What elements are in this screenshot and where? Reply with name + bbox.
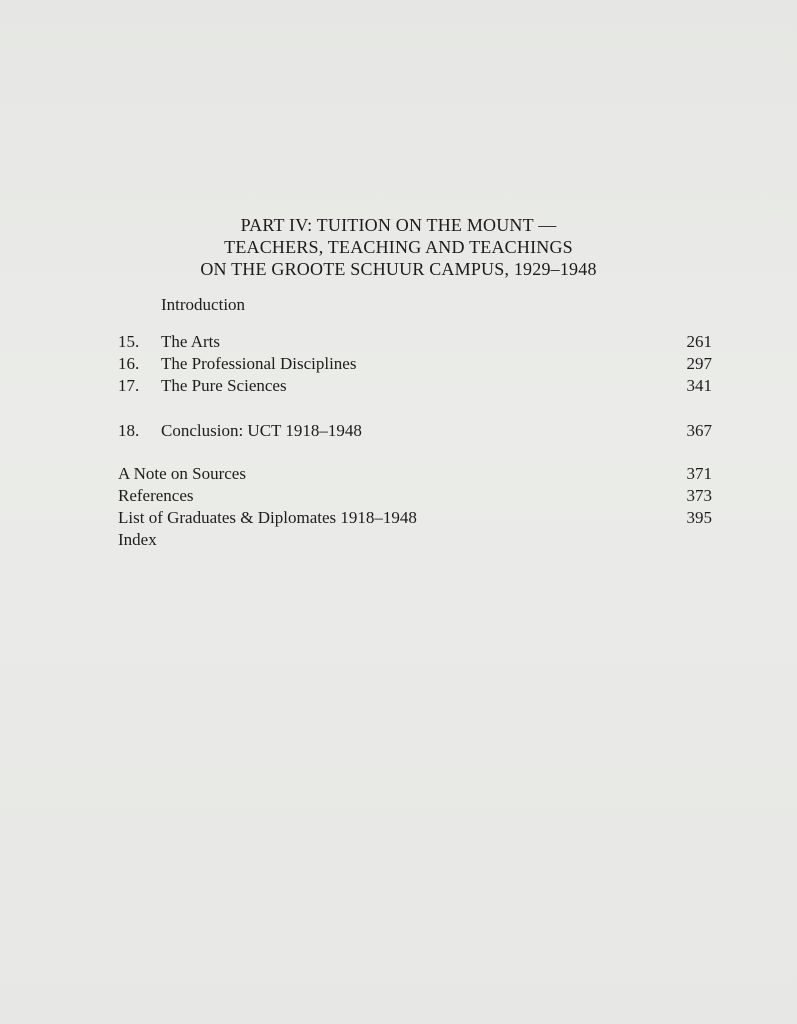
entry-title: Index bbox=[118, 530, 157, 549]
toc-entry-note-on-sources bbox=[118, 463, 712, 485]
chapter-number: 16. bbox=[118, 354, 140, 373]
toc-entry-chapter-16 bbox=[118, 353, 712, 375]
toc-introduction: Introduction bbox=[161, 295, 246, 314]
chapter-title: The Arts bbox=[161, 332, 221, 351]
part-heading-line-1: PART IV: TUITION ON THE MOUNT — bbox=[240, 215, 557, 235]
page-number: 373 bbox=[686, 486, 712, 505]
part-heading bbox=[0, 214, 797, 280]
chapter-number: 15. bbox=[118, 332, 140, 351]
page-number: 297 bbox=[686, 354, 712, 373]
chapter-title: The Professional Disciplines bbox=[161, 354, 357, 373]
entry-title: References bbox=[118, 486, 194, 505]
toc-entry-list-of-graduates bbox=[118, 507, 712, 529]
toc-entry-chapter-15 bbox=[118, 331, 712, 353]
toc-entry-chapter-17 bbox=[118, 375, 712, 397]
part-heading-line-3: ON THE GROOTE SCHUUR CAMPUS, 1929–1948 bbox=[200, 259, 597, 279]
page-number: 367 bbox=[686, 421, 712, 440]
page-number: 395 bbox=[686, 508, 712, 527]
entry-title: List of Graduates & Diplomates 1918–1948 bbox=[118, 508, 417, 527]
chapter-number: 18. bbox=[118, 421, 140, 440]
toc-entry-index bbox=[118, 529, 712, 551]
page-number: 341 bbox=[686, 376, 712, 395]
chapter-title: Conclusion: UCT 1918–1948 bbox=[161, 421, 362, 440]
toc-entry-chapter-18 bbox=[118, 420, 712, 442]
chapter-title: The Pure Sciences bbox=[161, 376, 287, 395]
entry-title: A Note on Sources bbox=[118, 464, 246, 483]
page-number: 261 bbox=[686, 332, 712, 351]
toc-entry-references bbox=[118, 485, 712, 507]
page-number: 371 bbox=[686, 464, 712, 483]
part-heading-line-2: TEACHERS, TEACHING AND TEACHINGS bbox=[224, 237, 573, 257]
chapter-number: 17. bbox=[118, 376, 140, 395]
